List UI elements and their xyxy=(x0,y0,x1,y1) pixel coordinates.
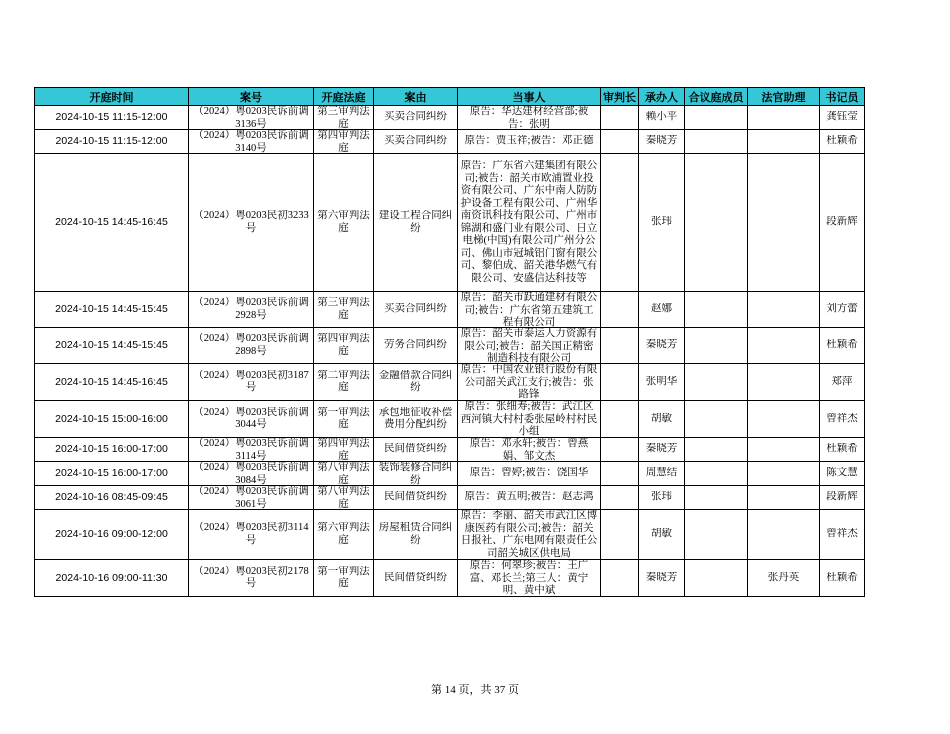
panel-cell xyxy=(685,130,748,154)
clerk-cell: 杜颖希 xyxy=(820,438,865,462)
case-no-cell: （2024）粤0203民诉前调2928号 xyxy=(189,292,314,328)
court-cell: 第八审判法庭 xyxy=(314,462,374,486)
clerk-cell: 龚钰莹 xyxy=(820,106,865,130)
chief-judge-cell xyxy=(601,328,639,364)
handler-cell: 秦晓芳 xyxy=(639,328,685,364)
reason-cell: 民间借贷纠纷 xyxy=(374,560,458,597)
table-row xyxy=(35,364,865,401)
case-no-cell: （2024）粤0203民诉前调3061号 xyxy=(189,486,314,510)
assistant-cell xyxy=(748,130,820,154)
handler-cell: 胡敏 xyxy=(639,401,685,438)
case-no-cell: （2024）粤0203民初3233号 xyxy=(189,154,314,292)
table-row xyxy=(35,328,865,364)
reason-cell: 买卖合同纠纷 xyxy=(374,292,458,328)
chief-judge-cell xyxy=(601,462,639,486)
chief-judge-cell xyxy=(601,130,639,154)
col-header-time: 开庭时间 xyxy=(35,88,189,106)
assistant-cell xyxy=(748,154,820,292)
case-no-cell: （2024）粤0203民初2178号 xyxy=(189,560,314,597)
court-cell: 第一审判法庭 xyxy=(314,560,374,597)
reason-cell: 金融借款合同纠纷 xyxy=(374,364,458,401)
table-body xyxy=(35,106,865,597)
assistant-cell xyxy=(748,401,820,438)
clerk-cell: 陈文慧 xyxy=(820,462,865,486)
handler-cell: 胡敏 xyxy=(639,510,685,560)
reason-cell: 装饰装修合同纠纷 xyxy=(374,462,458,486)
clerk-cell: 段新辉 xyxy=(820,486,865,510)
case-no-cell: （2024）粤0203民诉前调3136号 xyxy=(189,106,314,130)
handler-cell: 张玮 xyxy=(639,486,685,510)
case-no-cell: （2024）粤0203民诉前调2898号 xyxy=(189,328,314,364)
case-no-cell: （2024）粤0203民诉前调3044号 xyxy=(189,401,314,438)
time-cell: 2024-10-15 11:15-12:00 xyxy=(35,130,189,154)
reason-cell: 民间借贷纠纷 xyxy=(374,438,458,462)
table-row xyxy=(35,560,865,597)
parties-cell: 原告：韶关市泰运人力资源有限公司;被告：韶关国正精密制造科技有限公司 xyxy=(458,328,601,364)
case-no-cell: （2024）粤0203民初3114号 xyxy=(189,510,314,560)
col-header-assistant: 法官助理 xyxy=(748,88,820,106)
parties-cell: 原告：曾婷;被告：饶国华 xyxy=(458,462,601,486)
assistant-cell xyxy=(748,106,820,130)
reason-cell: 建设工程合同纠纷 xyxy=(374,154,458,292)
parties-cell: 原告：李丽、韶关市武江区博康医药有限公司;被告：韶关日报社、广东电网有限责任公司韶关城区供电局 xyxy=(458,510,601,560)
reason-cell: 买卖合同纠纷 xyxy=(374,106,458,130)
chief-judge-cell xyxy=(601,401,639,438)
table-row xyxy=(35,438,865,462)
time-cell: 2024-10-15 11:15-12:00 xyxy=(35,106,189,130)
chief-judge-cell xyxy=(601,292,639,328)
table-row xyxy=(35,510,865,560)
assistant-cell xyxy=(748,328,820,364)
hearing-schedule-table xyxy=(34,87,865,597)
court-cell: 第六审判法庭 xyxy=(314,510,374,560)
handler-cell: 周慧结 xyxy=(639,462,685,486)
panel-cell xyxy=(685,364,748,401)
court-cell: 第四审判法庭 xyxy=(314,130,374,154)
parties-cell: 原告：广东省六建集团有限公司;被告：韶关市欧浦置业投资有限公司、广东中南人防防护设备工程有限公司、广州华南资讯科技有限公司、广州市锦湖和盛门业有限公司、日立电梯(中国)有限公司广州分公司、佛山市冠城铝门窗有限公司、黎伯成、韶关港华燃气有限公司、安盛信达科技等 xyxy=(458,154,601,292)
chief-judge-cell xyxy=(601,154,639,292)
panel-cell xyxy=(685,401,748,438)
col-header-court: 开庭法庭 xyxy=(314,88,374,106)
reason-cell: 劳务合同纠纷 xyxy=(374,328,458,364)
reason-cell: 承包地征收补偿费用分配纠纷 xyxy=(374,401,458,438)
time-cell: 2024-10-15 14:45-15:45 xyxy=(35,292,189,328)
time-cell: 2024-10-15 16:00-17:00 xyxy=(35,462,189,486)
chief-judge-cell xyxy=(601,560,639,597)
assistant-cell xyxy=(748,364,820,401)
panel-cell xyxy=(685,154,748,292)
parties-cell: 原告：张细寿;被告：武江区西河镇大村村委张屋岭村村民小组 xyxy=(458,401,601,438)
panel-cell xyxy=(685,328,748,364)
table-row xyxy=(35,401,865,438)
parties-cell: 原告：贾玉祥;被告：邓正德 xyxy=(458,130,601,154)
handler-cell: 赖小平 xyxy=(639,106,685,130)
time-cell: 2024-10-15 14:45-16:45 xyxy=(35,154,189,292)
time-cell: 2024-10-16 09:00-11:30 xyxy=(35,560,189,597)
clerk-cell: 段新辉 xyxy=(820,154,865,292)
panel-cell xyxy=(685,106,748,130)
col-header-chief-judge: 审判长 xyxy=(601,88,639,106)
clerk-cell: 杜颖希 xyxy=(820,130,865,154)
chief-judge-cell xyxy=(601,510,639,560)
parties-cell: 原告：邓永轩;被告：曾燕娟、邹文杰 xyxy=(458,438,601,462)
handler-cell: 秦晓芳 xyxy=(639,438,685,462)
court-cell: 第三审判法庭 xyxy=(314,292,374,328)
col-header-parties: 当事人 xyxy=(458,88,601,106)
clerk-cell: 郑萍 xyxy=(820,364,865,401)
handler-cell: 张明华 xyxy=(639,364,685,401)
clerk-cell: 杜颖希 xyxy=(820,560,865,597)
panel-cell xyxy=(685,438,748,462)
table-row xyxy=(35,130,865,154)
case-no-cell: （2024）粤0203民诉前调3084号 xyxy=(189,462,314,486)
col-header-clerk: 书记员 xyxy=(820,88,865,106)
assistant-cell xyxy=(748,462,820,486)
panel-cell xyxy=(685,292,748,328)
col-header-panel: 合议庭成员 xyxy=(685,88,748,106)
chief-judge-cell xyxy=(601,438,639,462)
reason-cell: 买卖合同纠纷 xyxy=(374,130,458,154)
case-no-cell: （2024）粤0203民诉前调3140号 xyxy=(189,130,314,154)
handler-cell: 赵娜 xyxy=(639,292,685,328)
handler-cell: 秦晓芳 xyxy=(639,560,685,597)
parties-cell: 原告：韶关市跃通建材有限公司;被告：广东省第五建筑工程有限公司 xyxy=(458,292,601,328)
case-no-cell: （2024）粤0203民初3187号 xyxy=(189,364,314,401)
assistant-cell: 张丹英 xyxy=(748,560,820,597)
parties-cell: 原告：黄五明;被告：赵志鸿 xyxy=(458,486,601,510)
table-row xyxy=(35,292,865,328)
court-cell: 第二审判法庭 xyxy=(314,364,374,401)
chief-judge-cell xyxy=(601,486,639,510)
court-cell: 第四审判法庭 xyxy=(314,438,374,462)
reason-cell: 房屋租赁合同纠纷 xyxy=(374,510,458,560)
table-row xyxy=(35,106,865,130)
handler-cell: 张玮 xyxy=(639,154,685,292)
parties-cell: 原告：华达建材经营部;被告：张明 xyxy=(458,106,601,130)
time-cell: 2024-10-15 14:45-16:45 xyxy=(35,364,189,401)
chief-judge-cell xyxy=(601,364,639,401)
parties-cell: 原告：中国农业银行股份有限公司韶关武江支行;被告：张路锋 xyxy=(458,364,601,401)
court-cell: 第四审判法庭 xyxy=(314,328,374,364)
col-header-case-no: 案号 xyxy=(189,88,314,106)
parties-cell: 原告：何翠珍;被告：王广富、邓长兰;第三人：黄宁明、黄中斌 xyxy=(458,560,601,597)
table-row xyxy=(35,154,865,292)
col-header-handler: 承办人 xyxy=(639,88,685,106)
panel-cell xyxy=(685,486,748,510)
time-cell: 2024-10-16 08:45-09:45 xyxy=(35,486,189,510)
panel-cell xyxy=(685,462,748,486)
assistant-cell xyxy=(748,510,820,560)
col-header-reason: 案由 xyxy=(374,88,458,106)
time-cell: 2024-10-15 14:45-15:45 xyxy=(35,328,189,364)
table-row xyxy=(35,486,865,510)
case-no-cell: （2024）粤0203民诉前调3114号 xyxy=(189,438,314,462)
clerk-cell: 刘方蕾 xyxy=(820,292,865,328)
panel-cell xyxy=(685,510,748,560)
court-cell: 第六审判法庭 xyxy=(314,154,374,292)
page-footer: 第 14 页，共 37 页 xyxy=(431,684,519,696)
assistant-cell xyxy=(748,438,820,462)
assistant-cell xyxy=(748,292,820,328)
time-cell: 2024-10-16 09:00-12:00 xyxy=(35,510,189,560)
court-cell: 第八审判法庭 xyxy=(314,486,374,510)
clerk-cell: 曾祥杰 xyxy=(820,401,865,438)
table-row xyxy=(35,462,865,486)
court-cell: 第三审判法庭 xyxy=(314,106,374,130)
panel-cell xyxy=(685,560,748,597)
reason-cell: 民间借贷纠纷 xyxy=(374,486,458,510)
clerk-cell: 杜颖希 xyxy=(820,328,865,364)
chief-judge-cell xyxy=(601,106,639,130)
header-row xyxy=(35,88,865,106)
handler-cell: 秦晓芳 xyxy=(639,130,685,154)
assistant-cell xyxy=(748,486,820,510)
clerk-cell: 曾祥杰 xyxy=(820,510,865,560)
time-cell: 2024-10-15 16:00-17:00 xyxy=(35,438,189,462)
court-cell: 第一审判法庭 xyxy=(314,401,374,438)
time-cell: 2024-10-15 15:00-16:00 xyxy=(35,401,189,438)
